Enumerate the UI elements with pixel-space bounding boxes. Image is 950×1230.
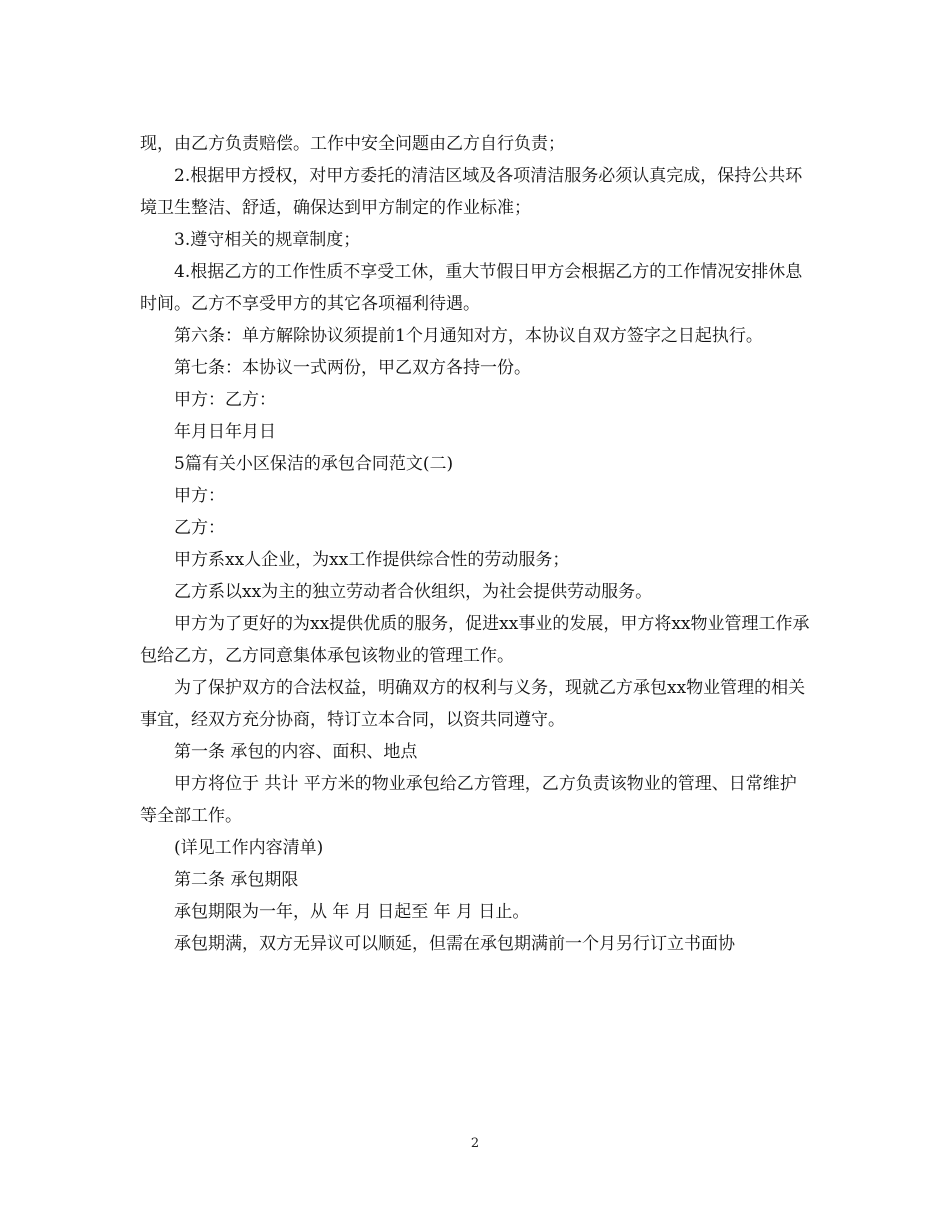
paragraph: 现，由乙方负责赔偿。工作中安全问题由乙方自行负责； — [140, 134, 565, 154]
paragraph: 承包期限为一年，从 年 月 日起至 年 月 日止。 — [174, 902, 530, 922]
section-title: 5篇有关小区保洁的承包合同范文(二) — [174, 454, 454, 474]
paragraph: 乙方： — [174, 518, 225, 538]
paragraph: 甲方系xx人企业，为xx工作提供综合性的劳动服务； — [174, 550, 570, 570]
paragraph: 第七条：本协议一式两份，甲乙双方各持一份。 — [174, 358, 531, 378]
paragraph: 3.遵守相关的规章制度； — [174, 230, 361, 250]
document-body — [140, 128, 812, 960]
paragraph: 乙方系以xx为主的独立劳动者合伙组织，为社会提供劳动服务。 — [174, 582, 653, 602]
paragraph: (详见工作内容清单) — [174, 838, 324, 858]
paragraph: 承包期满，双方无异议可以顺延，但需在承包期满前一个月另行订立书面协 — [174, 934, 735, 954]
article-heading: 第一条 承包的内容、面积、地点 — [174, 742, 418, 762]
paragraph: 甲方：乙方： — [174, 390, 276, 410]
article-heading: 第二条 承包期限 — [174, 870, 299, 890]
paragraph: 甲方将位于 共计 平方米的物业承包给乙方管理，乙方负责该物业的管理、日常维护等全部工作。 — [140, 774, 797, 826]
paragraph: 年月日年月日 — [174, 422, 276, 442]
page-number: 2 — [470, 1136, 480, 1151]
paragraph: 第六条：单方解除协议须提前1个月通知对方，本协议自双方签字之日起执行。 — [174, 326, 763, 346]
paragraph: 甲方为了更好的为xx提供优质的服务，促进xx事业的发展，甲方将xx物业管理工作承包给乙方，乙方同意集体承包该物业的管理工作。 — [140, 614, 810, 666]
paragraph: 为了保护双方的合法权益，明确双方的权利与义务，现就乙方承包xx物业管理的相关事宜，经双方充分协商，特订立本合同，以资共同遵守。 — [140, 678, 806, 730]
paragraph: 2.根据甲方授权，对甲方委托的清洁区域及各项清洁服务必须认真完成，保持公共环境卫生整洁、舒适，确保达到甲方制定的作业标准； — [140, 166, 803, 218]
paragraph: 4.根据乙方的工作性质不享受工休，重大节假日甲方会根据乙方的工作情况安排休息时间。乙方不享受甲方的其它各项福利待遇。 — [140, 262, 803, 314]
paragraph: 甲方： — [174, 486, 225, 506]
